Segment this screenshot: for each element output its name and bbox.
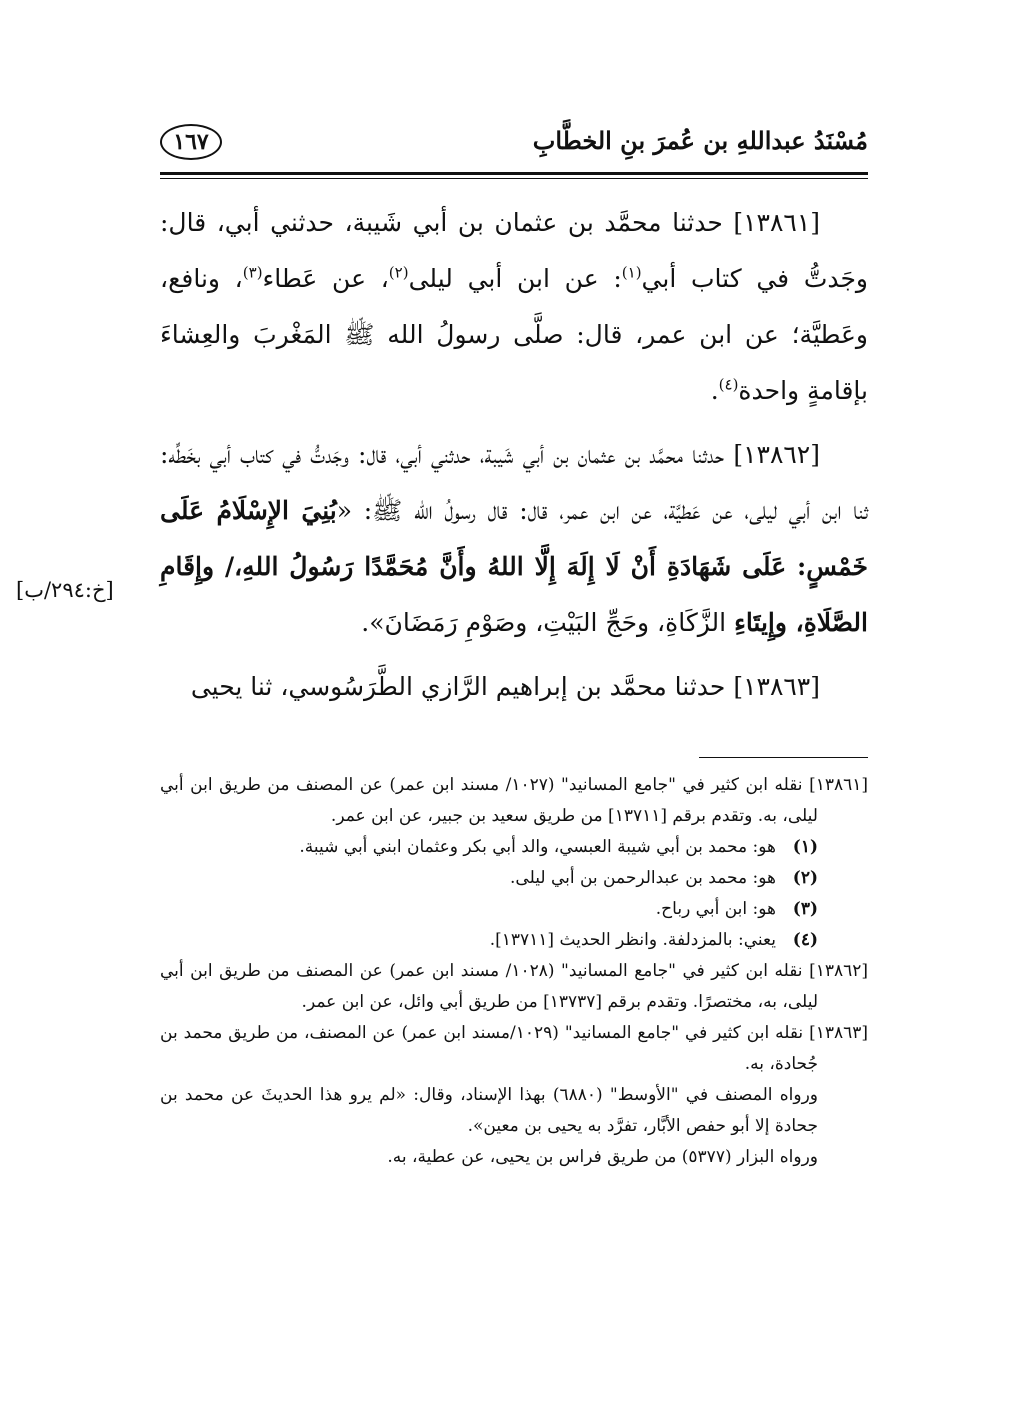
- manuscript-margin-reference: [خ:٢٩٤/ب]: [16, 578, 114, 602]
- hadith-text: : عن ابن أبي ليلى: [408, 264, 622, 293]
- footnote-marker: (٣): [242, 263, 263, 282]
- footnote-13863-extra-2: ورواه البزار (٥٣٧٧) من طريق فراس بن يحيى، عن عطية، به.: [387, 1147, 818, 1167]
- footnote-marker: (٤): [718, 375, 739, 394]
- hadith-number: [١٣٨٦٣]: [733, 672, 820, 701]
- hadith-text: حدثنا محمَّد بن عثمان بن أبي شَيبة، حدثني أبي، قال: وجَدتُّ في كتاب أبي: [160, 208, 869, 293]
- footnote-note-2: [160, 863, 868, 894]
- header-rule-thick: [160, 172, 868, 175]
- hadith-text: الزَّكَاةِ، وحَجِّ البَيْتِ، وصَوْمِ رَمَضَانَ».: [361, 608, 735, 637]
- footnote-note-4: [160, 925, 868, 956]
- footnote-text: نقله ابن كثير في "جامع المسانيد" (١٠٢٩/مسند ابن عمر) عن المصنف، من طريق محمد بن جُحادة، به.: [160, 1023, 818, 1074]
- footnotes: [160, 770, 868, 1173]
- header-rule-thin: [160, 178, 868, 179]
- hadith-text: حدثنا محمَّد بن عثمان بن أبي شَيبة، حدثني أبي، قال: وجَدتُّ في كتاب أبي بخَطِّه: ثنا ابن أبي ليلى، عن عَطيَّة، عن ابن عمر، قال: قال رسولُ الله ﷺ: «: [160, 440, 868, 525]
- hadith-13863: [160, 659, 868, 715]
- page-number: ١٦٧: [160, 124, 222, 160]
- hadith-13861: [160, 195, 868, 419]
- hadith-13862: [160, 427, 868, 651]
- running-title: مُسْنَدُ عبداللهِ بن عُمرَ بنِ الخطَّابِ: [532, 126, 868, 155]
- footnote-text: يعني: بالمزدلفة. وانظر الحديث [١٣٧١١].: [489, 930, 776, 950]
- hadith-text: ، ونافع، وعَطيَّة؛ عن ابن عمر، قال: صلَّى رسولُ الله ﷺ المَغْربَ والعِشاءَ بإقامةٍ واحدة: [160, 264, 868, 405]
- footnote-13863-extra-1: ورواه المصنف في "الأوسط" (٦٨٨٠) بهذا الإسناد، وقال: «لم يرو هذا الحديثَ عن محمد بن جحادة إلا أبو حفص الأبَّار، تفرَّد به يحيى بن معين».: [160, 1085, 818, 1136]
- footnote-note-3: [160, 894, 868, 925]
- footnote-13863: [160, 1018, 868, 1080]
- footnote-text: هو: محمد بن عبدالرحمن بن أبي ليلى.: [510, 868, 776, 888]
- hadith-text: .: [710, 376, 719, 405]
- footnote-number: (١): [792, 837, 818, 857]
- footnote-number: (٣): [792, 899, 818, 919]
- footnote-13861: [160, 770, 868, 832]
- prophetic-quote: بُنِيَ الإِسْلَامُ عَلَى خَمْسٍ: عَلَى شَهَادَةِ أَنْ لَا إِلَهَ إِلَّا اللهُ وأَنَّ مُحَمَّدًا رَسُولُ اللهِ،/ وإِقَامِ الصَّلَاةِ، وإِيتَاءِ: [160, 496, 868, 637]
- hadith-text: حدثنا محمَّد بن إبراهيم الرَّازي الطَّرَسُوسي، ثنا يحيى: [190, 672, 734, 701]
- footnote-text: هو: ابن أبي رباح.: [655, 899, 776, 919]
- footnote-separator: [699, 757, 868, 758]
- footnote-text: نقله ابن كثير في "جامع المسانيد" (١٠٢٧/ مسند ابن عمر) عن المصنف من طريق ابن أبي ليلى، به. وتقدم برقم [١٣٧١١] من طريق سعيد بن جبير، عن ابن عمر.: [160, 775, 818, 826]
- footnote-text: هو: محمد بن أبي شيبة العبسي، والد أبي بكر وعثمان ابني أبي شيبة.: [299, 837, 776, 857]
- main-text: [160, 195, 868, 723]
- hadith-number: [١٣٨٦٢]: [733, 440, 820, 469]
- footnote-marker: (٢): [388, 263, 409, 282]
- footnote-note-1: [160, 832, 868, 863]
- footnote-ref: [١٣٨٦١]: [809, 775, 868, 795]
- footnote-13862: [160, 956, 868, 1018]
- footnote-text: نقله ابن كثير في "جامع المسانيد" (١٠٢٨/ مسند ابن عمر) عن المصنف من طريق ابن أبي ليلى، به، مختصرًا. وتقدم برقم [١٣٧٣٧] من طريق أبي وائل، عن ابن عمر.: [160, 961, 818, 1012]
- footnote-ref: [١٣٨٦٣]: [809, 1023, 868, 1043]
- footnote-ref: [١٣٨٦٢]: [809, 961, 868, 981]
- hadith-number: [١٣٨٦١]: [733, 208, 821, 237]
- footnote-number: (٤): [792, 930, 818, 950]
- page-header: [160, 118, 868, 178]
- footnote-number: (٢): [792, 868, 818, 888]
- footnote-marker: (١): [621, 263, 642, 282]
- hadith-text: ، عن عَطاء: [262, 264, 389, 293]
